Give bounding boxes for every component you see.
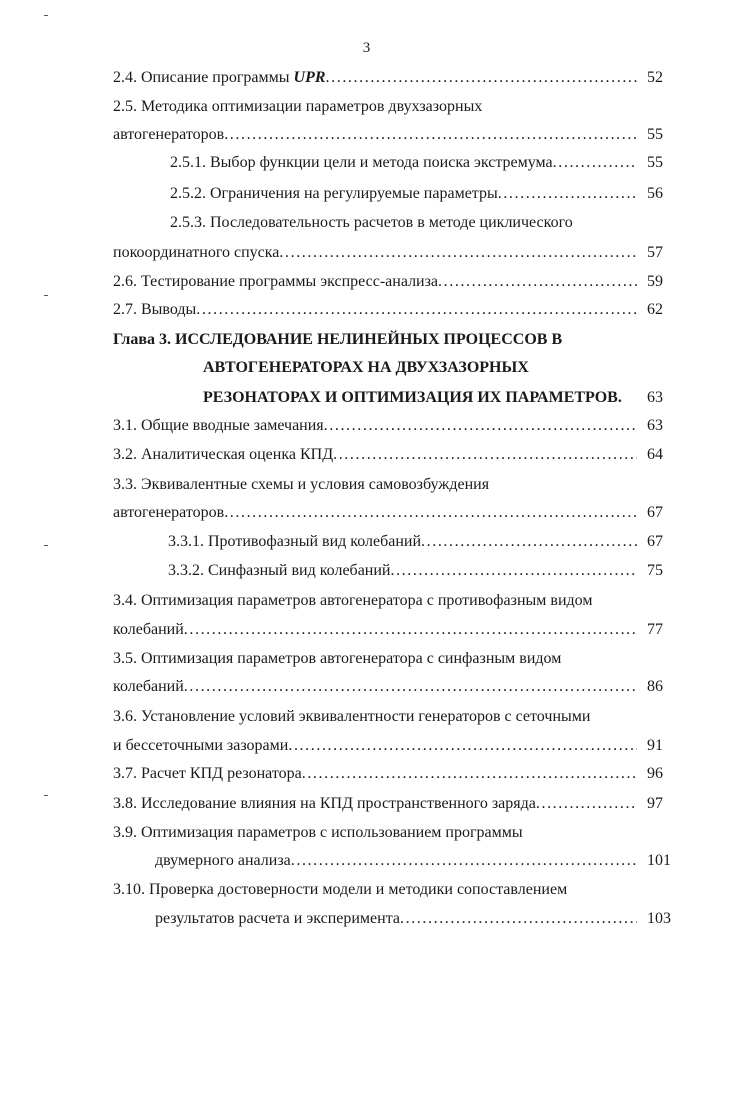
dot-leader <box>291 846 637 875</box>
dot-leader <box>279 238 637 267</box>
dot-leader <box>224 498 637 527</box>
toc-entry-title-italic: UPR <box>293 69 326 86</box>
toc-page: 55 <box>647 126 663 143</box>
toc-entry-title: 3.1. Общие вводные замечания <box>113 417 324 434</box>
toc-page: 55 <box>647 154 663 171</box>
toc-page: 52 <box>647 69 663 86</box>
dot-leader <box>536 789 637 818</box>
toc-entry-title: автогенераторов <box>113 504 225 521</box>
toc-page: 67 <box>647 504 663 521</box>
toc-chapter-3-cont2[interactable] <box>203 383 675 412</box>
toc-page: 62 <box>647 301 663 318</box>
toc-entry-title: 3.8. Исследование влияния на КПД пространственного заряда <box>113 795 536 812</box>
toc-entry-3-10-cont[interactable] <box>155 904 675 933</box>
chapter-title: АВТОГЕНЕРАТОРАХ НА ДВУХЗАЗОРНЫХ <box>203 359 529 376</box>
toc-entry-title: 3.10. Проверка достоверности модели и методики сопоставлением <box>113 881 568 898</box>
chapter-title: РЕЗОНАТОРАХ И ОПТИМИЗАЦИЯ ИХ ПАРАМЕТРОВ. <box>203 389 622 406</box>
toc-page: 63 <box>647 417 663 434</box>
dot-leader <box>438 267 637 296</box>
toc-entry-3-2[interactable] <box>113 440 675 469</box>
toc-entry-title: 3.4. Оптимизация параметров автогенератора с противофазным видом <box>113 592 593 609</box>
dot-leader <box>302 759 637 788</box>
toc-entry-3-6[interactable] <box>113 702 675 731</box>
toc-entry-3-8[interactable] <box>113 789 675 818</box>
toc-entry-title: 2.5.3. Последовательность расчетов в методе циклического <box>170 214 573 231</box>
toc-entry-2-5-1[interactable] <box>170 148 675 177</box>
dot-leader <box>196 295 637 324</box>
dot-leader <box>553 148 637 177</box>
toc-entry-title: 3.7. Расчет КПД резонатора <box>113 765 302 782</box>
toc-page: 101 <box>647 852 671 869</box>
dot-leader <box>288 731 637 760</box>
toc-entry-3-3[interactable] <box>113 470 675 499</box>
toc-entry-3-7[interactable] <box>113 759 675 788</box>
toc-entry-title: и бессеточными зазорами <box>113 737 289 754</box>
toc-entry-title: 3.3. Эквивалентные схемы и условия самовозбуждения <box>113 476 490 493</box>
toc-entry-title: 2.5.1. Выбор функции цели и метода поиска экстремума <box>170 154 553 171</box>
toc-entry-title: результатов расчета и эксперимента <box>155 910 400 927</box>
toc-entry-title: 3.3.2. Синфазный вид колебаний <box>168 562 391 579</box>
toc-entry-3-1[interactable] <box>113 411 675 440</box>
toc-entry-3-5-cont[interactable] <box>113 672 675 701</box>
toc-page: 77 <box>647 621 663 638</box>
toc-entry-2-4[interactable] <box>113 63 675 92</box>
scan-mark <box>44 15 48 16</box>
dot-leader <box>184 672 637 701</box>
toc-entry-3-4[interactable] <box>113 586 675 615</box>
toc-entry-title: двумерного анализа <box>155 852 291 869</box>
toc-entry-title: 2.4. Описание программы <box>113 69 294 86</box>
toc-entry-2-5-3-cont[interactable] <box>113 238 675 267</box>
toc-entry-3-3-1[interactable] <box>168 527 675 556</box>
toc-entry-title: колебаний <box>113 621 184 638</box>
toc-entry-3-10[interactable] <box>113 875 675 904</box>
toc-entry-title: автогенераторов <box>113 126 225 143</box>
toc-entry-3-3-cont[interactable] <box>113 498 675 527</box>
toc-entry-title: 2.7. Выводы <box>113 301 197 318</box>
toc-page: 67 <box>647 533 663 550</box>
dot-leader <box>400 904 637 933</box>
toc-entry-3-4-cont[interactable] <box>113 615 675 644</box>
toc-entry-2-5[interactable] <box>113 92 675 121</box>
toc-page: 64 <box>647 446 663 463</box>
toc-page: 86 <box>647 678 663 695</box>
dot-leader <box>390 556 637 585</box>
toc-page: 59 <box>647 273 663 290</box>
toc-entry-title: 2.5.2. Ограничения на регулируемые параметры <box>170 185 498 202</box>
toc-entry-title: колебаний <box>113 678 184 695</box>
chapter-title: Глава 3. ИССЛЕДОВАНИЕ НЕЛИНЕЙНЫХ ПРОЦЕССОВ В <box>113 331 563 348</box>
toc-page: 96 <box>647 765 663 782</box>
toc-chapter-3[interactable] <box>113 325 675 354</box>
toc-entry-2-5-2[interactable] <box>170 179 675 208</box>
page-number: 3 <box>362 40 371 56</box>
toc-page: 63 <box>647 389 663 406</box>
toc-page: 56 <box>647 185 663 202</box>
toc-entry-3-9-cont[interactable] <box>155 846 675 875</box>
toc-page: 75 <box>647 562 663 579</box>
toc-page: 97 <box>647 795 663 812</box>
toc-page: 91 <box>647 737 663 754</box>
toc-entry-3-9[interactable] <box>113 818 675 847</box>
dot-leader <box>498 179 637 208</box>
dot-leader <box>333 440 637 469</box>
toc-entry-title: покоординатного спуска <box>113 244 280 261</box>
dot-leader <box>224 120 637 149</box>
toc-entry-2-7[interactable] <box>113 295 675 324</box>
scan-mark <box>44 795 48 796</box>
toc-entry-title: 2.6. Тестирование программы экспресс-анализа <box>113 273 439 290</box>
toc-entry-3-6-cont[interactable] <box>113 731 675 760</box>
toc-entry-title: 2.5. Методика оптимизации параметров двухзазорных <box>113 98 483 115</box>
toc-page: 57 <box>647 244 663 261</box>
dot-leader <box>421 527 637 556</box>
toc-entry-title: 3.6. Установление условий эквивалентности генераторов с сеточными <box>113 708 591 725</box>
toc-entry-3-5[interactable] <box>113 644 675 673</box>
dot-leader <box>324 411 637 440</box>
scan-mark <box>44 545 48 546</box>
toc-entry-title: 3.5. Оптимизация параметров автогенератора с синфазным видом <box>113 650 562 667</box>
toc-entry-2-5-3[interactable] <box>170 208 675 237</box>
toc-entry-title: 3.3.1. Противофазный вид колебаний <box>168 533 422 550</box>
dot-leader <box>184 615 637 644</box>
toc-entry-2-6[interactable] <box>113 267 675 296</box>
dot-leader <box>326 63 637 92</box>
toc-chapter-3-cont[interactable] <box>203 353 675 382</box>
scan-mark <box>44 295 48 296</box>
toc-page: 103 <box>647 910 671 927</box>
toc-entry-2-5-cont[interactable] <box>113 120 675 149</box>
toc-entry-3-3-2[interactable] <box>168 556 675 585</box>
toc-entry-title: 3.9. Оптимизация параметров с использованием программы <box>113 824 523 841</box>
toc-entry-title: 3.2. Аналитическая оценка КПД <box>113 446 334 463</box>
